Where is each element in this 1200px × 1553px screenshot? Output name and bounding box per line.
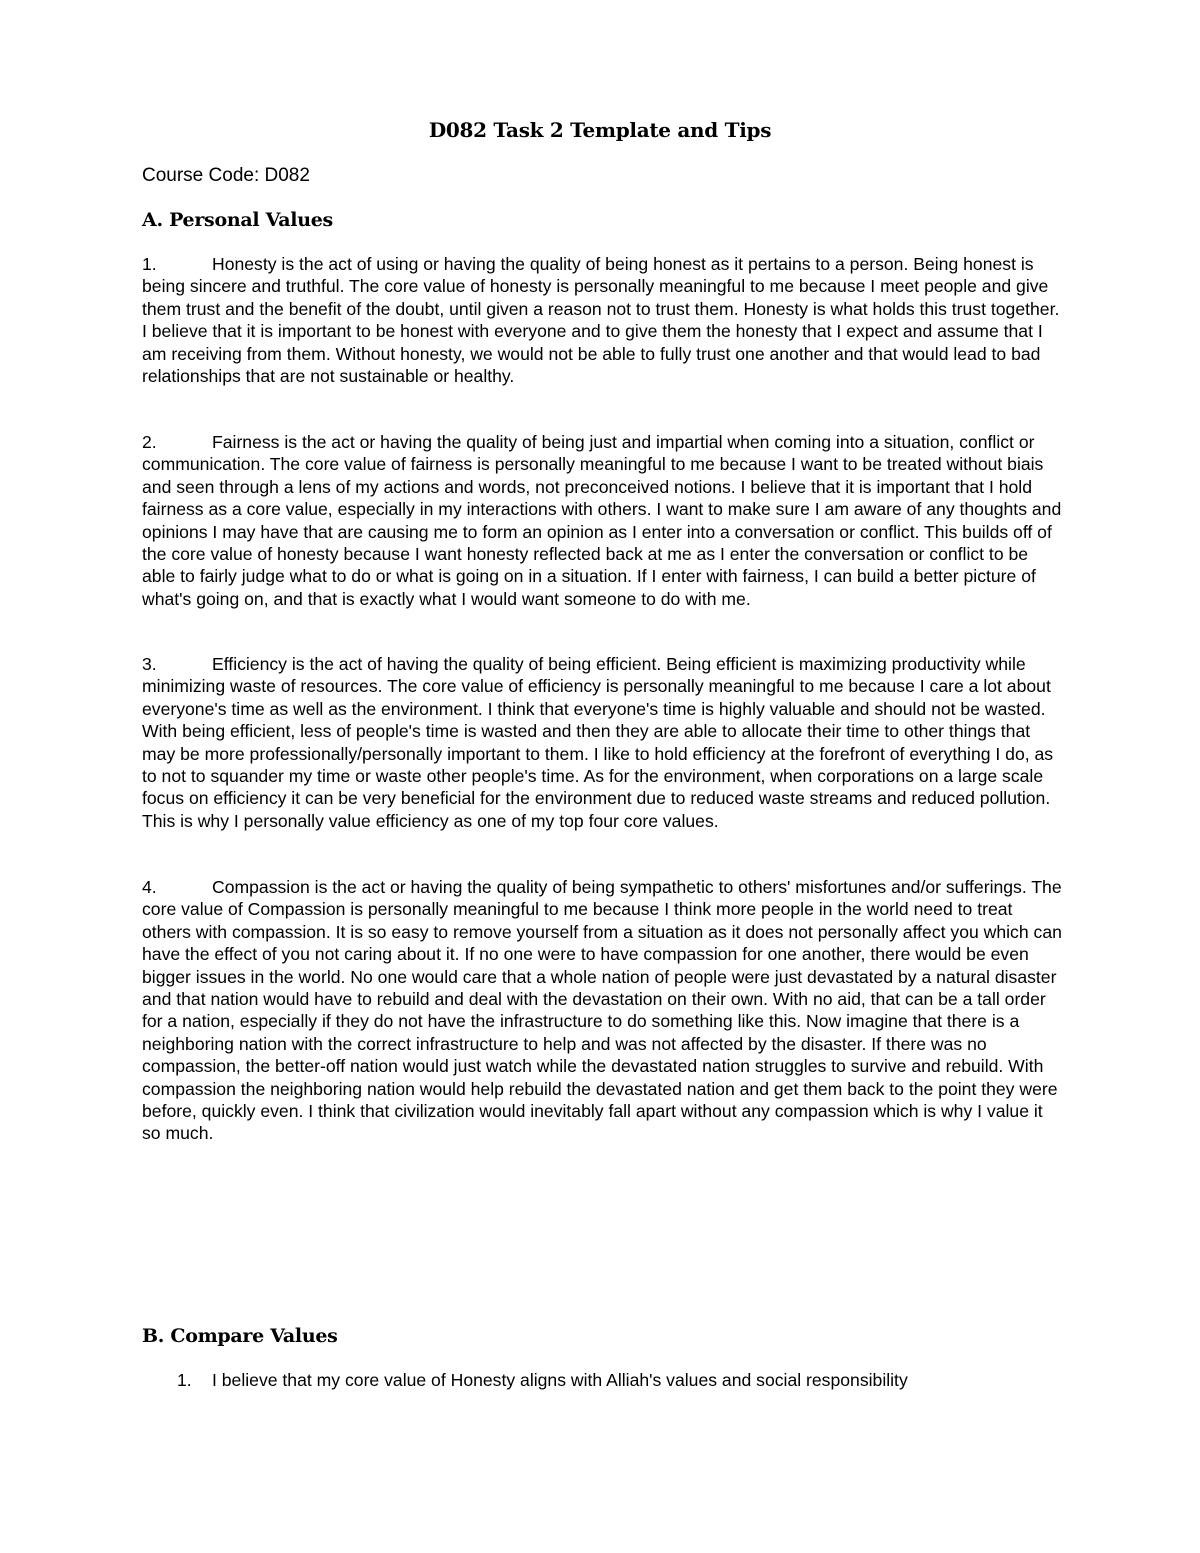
section-heading-personal-values: A. Personal Values bbox=[142, 209, 333, 231]
item-text: Compassion is the act or having the quality of being sympathetic to others' misfortunes and/or sufferings. The core value of Compassion is personally meaningful to me because I think more people in the world need to treat others with compassion. It is so easy to remove yourself from a situation as it does not personally affect you which can have the effect of you not caring about it. If no one were to have compassion for one another, there would be even bigger issues in the world. No one would care that a whole nation of people were just devastated by a natural disaster and that nation would have to rebuild and deal with the devastation on their own. With no aid, that can be a tall order for a nation, especially if they do not have the infrastructure to do something like this. Now imagine that there is a neighboring nation with the correct infrastructure to help and was not affected by the disaster. If there was no compassion, the better-off nation would just watch while the devastated nation struggles to survive and rebuild. With compassion the neighboring nation would help rebuild the devastated nation and get them back to the point they were before, quickly even. I think that civilization would inevitably fall apart without any compassion which is why I value it so much. bbox=[142, 877, 1062, 1144]
item-text: Honesty is the act of using or having the quality of being honest as it pertains to a person. Being honest is being sincere and truthful. The core value of honesty is personally meaningful to me because I meet people and give them trust and the benefit of the doubt, until given a reason not to trust them. Honesty is what holds this trust together. I believe that it is important to be honest with everyone and to give them the honesty that I expect and assume that I am receiving from them. Without honesty, we would not be able to fully trust one another and that would lead to bad relationships that are not sustainable or healthy. bbox=[142, 254, 1060, 387]
value-paragraph-fairness bbox=[142, 431, 1062, 610]
item-text: Efficiency is the act of having the quality of being efficient. Being efficient is maximizing productivity while minimizing waste of resources. The core value of efficiency is personally meaningful to me because I care a lot about everyone's time as well as the environment. I think that everyone's time is highly valuable and should not be wasted. With being efficient, less of people's time is wasted and then they are able to allocate their time to other things that may be more professionally/personally important to them. I like to hold efficiency at the forefront of everything I do, as to not to squander my time or waste other people's time. As for the environment, when corporations on a large scale focus on efficiency it can be very beneficial for the environment due to reduced waste streams and reduced pollution. This is why I personally value efficiency as one of my top four core values. bbox=[142, 654, 1054, 831]
item-number: 1. bbox=[177, 1370, 192, 1390]
item-number: 3. bbox=[142, 654, 157, 674]
document-title: D082 Task 2 Template and Tips bbox=[428, 118, 772, 142]
section-heading-compare-values: B. Compare Values bbox=[142, 1325, 338, 1347]
value-paragraph-compassion bbox=[142, 876, 1062, 1145]
item-number: 4. bbox=[142, 877, 157, 897]
value-paragraph-efficiency bbox=[142, 653, 1062, 832]
item-text: Fairness is the act or having the quality of being just and impartial when coming into a situation, conflict or communication. The core value of fairness is personally meaningful to me because I want to be treated without biais and seen through a lens of my actions and words, not preconceived notions. I believe that it is important that I hold fairness as a core value, especially in my interactions with others. I want to make sure I am aware of any thoughts and opinions I may have that are causing me to form an opinion as I enter into a conversation or conflict. This builds off of the core value of honesty because I want honesty reflected back at me as I enter the conversation or conflict to be able to fairly judge what to do or what is going on in a situation. If I enter with fairness, I can build a better picture of what's going on, and that is exactly what I would want someone to do with me. bbox=[142, 432, 1062, 609]
item-number: 2. bbox=[142, 432, 157, 452]
value-paragraph-honesty bbox=[142, 253, 1062, 387]
item-number: 1. bbox=[142, 254, 157, 274]
compare-list-item bbox=[177, 1369, 1057, 1391]
course-code: Course Code: D082 bbox=[142, 165, 310, 186]
item-text: I believe that my core value of Honesty aligns with Alliah's values and social responsibility bbox=[212, 1370, 908, 1390]
